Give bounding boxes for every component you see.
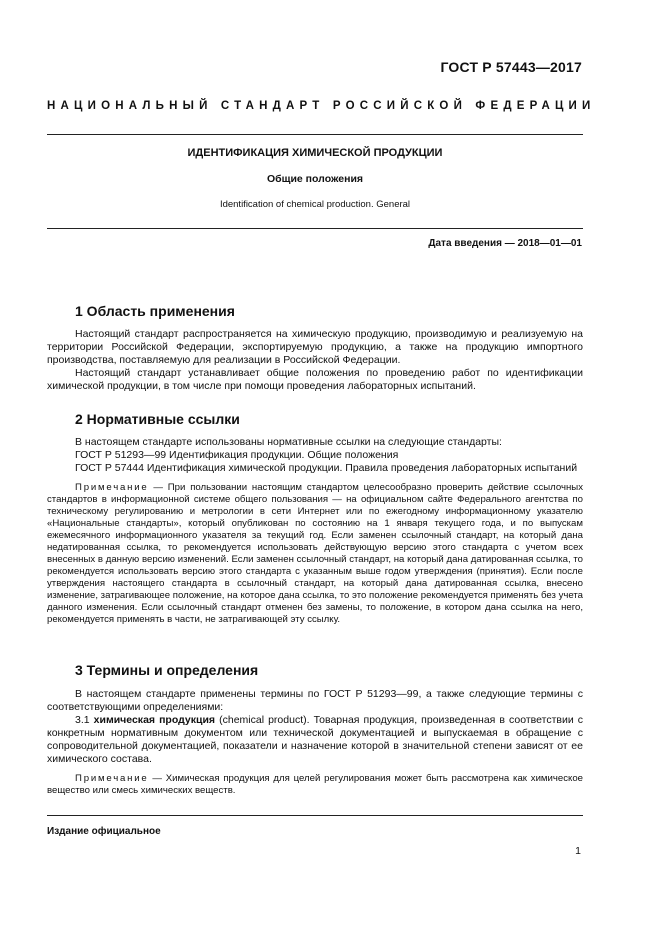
document-title: ИДЕНТИФИКАЦИЯ ХИМИЧЕСКОЙ ПРОДУКЦИИ xyxy=(187,147,443,159)
term-text: (chemical product). Товарная продукция, произведенная в соответствии с конкретным нормативным документом или технической документацией и выпускаемая в обращение с сопроводительной документацией, показатели и назначение которой в значительной степени зависят от ее химического состава. xyxy=(47,714,583,765)
paragraph: Настоящий стандарт устанавливает общие положения по проведению работ по идентификации химической продукции, в том числе при помощи проведения лабораторных испытаний. xyxy=(47,367,583,392)
note-label: Примечание xyxy=(75,773,149,784)
note-text: — Химическая продукция для целей регулирования может быть рассмотрена как химическое вещество или смесь химических веществ. xyxy=(47,773,583,796)
paragraph: В настоящем стандарте применены термины по ГОСТ Р 51293—99, а также следующие термины с соответствующими определениями: xyxy=(47,688,583,713)
english-title: Identification of chemical production. General xyxy=(219,199,411,210)
reference-item: ГОСТ Р 57444 Идентификация химической продукции. Правила проведения лабораторных испытаний xyxy=(75,462,578,474)
term-name: химическая продукция xyxy=(93,714,216,726)
footer-rule xyxy=(47,815,583,816)
document-subtitle: Общие положения xyxy=(266,173,364,185)
title-rule xyxy=(47,228,583,229)
section-terms-definitions xyxy=(47,662,583,797)
reference-item: ГОСТ Р 51293—99 Идентификация продукции. Общие положения xyxy=(75,449,399,461)
section-heading: 2 Нормативные ссылки xyxy=(75,411,240,427)
national-standard-banner: НАЦИОНАЛЬНЫЙ СТАНДАРТ РОССИЙСКОЙ ФЕДЕРАЦИИ xyxy=(47,100,596,112)
note xyxy=(47,482,583,626)
term-number: 3.1 xyxy=(75,714,94,726)
edition-label: Издание официальное xyxy=(47,826,161,837)
document-code: ГОСТ Р 57443—2017 xyxy=(440,59,582,75)
note-label: Примечание xyxy=(75,482,149,493)
header-rule xyxy=(47,134,583,135)
term-definition xyxy=(47,714,583,766)
section-scope xyxy=(47,303,583,393)
page-number: 1 xyxy=(575,845,581,857)
section-normative-references xyxy=(47,411,583,626)
paragraph: Настоящий стандарт распространяется на химическую продукцию, производимую и реализуемую на территории Российской Федерации, экспортируемую продукцию, а также на продукцию импортного производства, поставляемую для реализации в Российской Федерации. xyxy=(47,328,583,366)
section-heading: 3 Термины и определения xyxy=(75,662,259,678)
introduction-date: Дата введения — 2018—01—01 xyxy=(428,238,582,249)
note xyxy=(47,773,583,797)
note-text: — При пользовании настоящим стандартом целесообразно проверить действие ссылочных стандартов в информационной системе общего пользования — на официальном сайте Федерального агентства по техническому регулированию и метрологии в сети Интернет или по ежегодному информационному указателю «Национальные стандарты», который опубликован по состоянию на 1 января текущего года, и по выпускам ежемесячного информационного указателя за текущий год. Если заменен ссылочный стандарт, на который дана недатированная ссылка, то рекомендуется использовать действующую версию этого стандарта с учетом всех внесенных в данную версию изменений. Если заменен ссылочный стандарт, на который дана датированная ссылка, то рекомендуется использовать версию этого стандарта с указанным выше годом утверждения (принятия). Если после утверждения настоящего стандарта в ссылочный стандарт, на который дана датированная ссылка, внесено изменение, затрагивающее положение, на которое дана ссылка, то это положение рекомендуется применять без учета данного изменения. Если ссылочный стандарт отменен без замены, то положение, в котором дана ссылка на него, рекомендуется применять в части, не затрагивающей эту ссылку. xyxy=(47,482,583,625)
section-heading: 1 Область применения xyxy=(75,303,235,319)
paragraph: В настоящем стандарте использованы нормативные ссылки на следующие стандарты: xyxy=(75,436,502,448)
